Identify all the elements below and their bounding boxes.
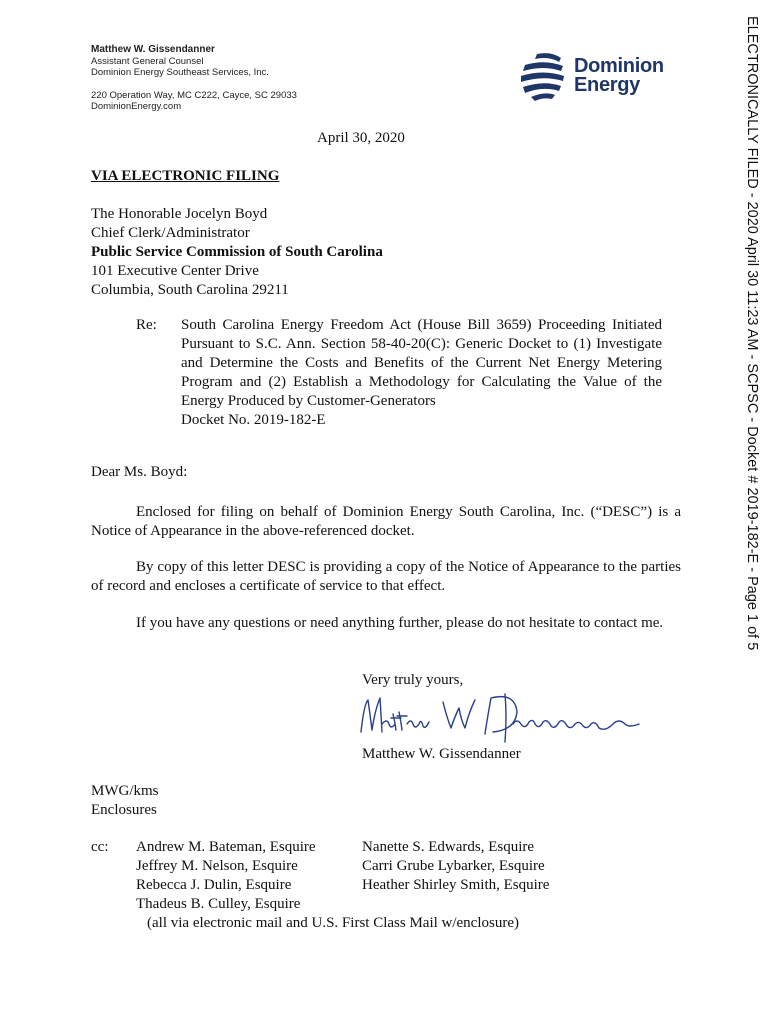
dominion-energy-logo-icon bbox=[517, 50, 569, 102]
cc-recipient: Heather Shirley Smith, Esquire bbox=[362, 877, 550, 893]
logo-line2: Energy bbox=[574, 74, 641, 96]
re-docket: Docket No. 2019-182-E bbox=[181, 412, 326, 428]
recipient-line: 101 Executive Center Drive bbox=[91, 263, 259, 279]
re-label: Re: bbox=[136, 317, 157, 333]
signer-name: Matthew W. Gissendanner bbox=[362, 746, 521, 762]
paragraph-text: By copy of this letter DESC is providing a copy of the Notice of Appearance to the parties of record and encloses a certificate of service to that effect. bbox=[91, 559, 681, 594]
recipient-line: Public Service Commission of South Carolina bbox=[91, 244, 383, 260]
cc-label: cc: bbox=[91, 839, 109, 855]
letter-date: April 30, 2020 bbox=[317, 130, 405, 146]
logo-line1: Dominion bbox=[574, 55, 664, 77]
handwritten-signature bbox=[355, 684, 645, 750]
filing-stamp: ELECTRONICALLY FILED - 2020 April 30 11:23 AM - SCPSC - Docket # 2019-182-E - Page 1 of 5 bbox=[744, 16, 760, 651]
paragraph bbox=[91, 614, 681, 633]
cc-recipient: Rebecca J. Dulin, Esquire bbox=[136, 877, 292, 893]
cc-recipient: Andrew M. Bateman, Esquire bbox=[136, 839, 316, 855]
re-block bbox=[181, 316, 662, 430]
cc-recipient: Jeffrey M. Nelson, Esquire bbox=[136, 858, 298, 874]
recipient-address bbox=[91, 205, 383, 300]
recipient-line: Chief Clerk/Administrator bbox=[91, 225, 250, 241]
dominion-energy-logo bbox=[517, 50, 677, 102]
delivery-method: VIA ELECTRONIC FILING bbox=[91, 168, 280, 184]
enclosures-text: Enclosures bbox=[91, 802, 157, 818]
salutation: Dear Ms. Boyd: bbox=[91, 464, 188, 480]
recipient-line: The Honorable Jocelyn Boyd bbox=[91, 206, 268, 222]
letterhead bbox=[91, 44, 297, 113]
cc-list bbox=[136, 838, 316, 914]
re-subject: South Carolina Energy Freedom Act (House Bill 3659) Proceeding Initiated Pursuant to S.C. Ann. Section 58-40-20(C): Generic Docket to (1) Investigate and Determine the Costs and Benefits of the Current Net Energy Metering Program and (2) Establish a Methodology for Calculating the Value of the Energy Produced by Customer-Generators bbox=[181, 317, 662, 409]
sender-website: DominionEnergy.com bbox=[91, 101, 182, 112]
cc-recipient: Thadeus B. Culley, Esquire bbox=[136, 896, 301, 912]
paragraph-text: If you have any questions or need anything further, please do not hesitate to contact me. bbox=[136, 615, 664, 631]
cc-recipient: Nanette S. Edwards, Esquire bbox=[362, 839, 535, 855]
paragraph-text: Enclosed for filing on behalf of Dominion Energy South Carolina, Inc. (“DESC”) is a Notice of Appearance in the above-referenced docket. bbox=[91, 504, 681, 539]
sender-company: Dominion Energy Southeast Services, Inc. bbox=[91, 67, 269, 78]
cc-list bbox=[362, 838, 549, 895]
initials-text: MWG/kms bbox=[91, 783, 159, 799]
paragraph bbox=[91, 558, 681, 596]
sender-title: Assistant General Counsel bbox=[91, 55, 204, 67]
paragraph bbox=[91, 503, 681, 541]
sender-name: Matthew W. Gissendanner bbox=[91, 44, 215, 55]
closing: Very truly yours, bbox=[362, 672, 464, 688]
cc-recipient: Carri Grube Lybarker, Esquire bbox=[362, 858, 545, 874]
sender-address: 220 Operation Way, MC C222, Cayce, SC 29033 bbox=[91, 89, 297, 101]
recipient-line: Columbia, South Carolina 29211 bbox=[91, 282, 289, 298]
reference-initials bbox=[91, 782, 159, 820]
cc-note: (all via electronic mail and U.S. First Class Mail w/enclosure) bbox=[147, 915, 519, 931]
